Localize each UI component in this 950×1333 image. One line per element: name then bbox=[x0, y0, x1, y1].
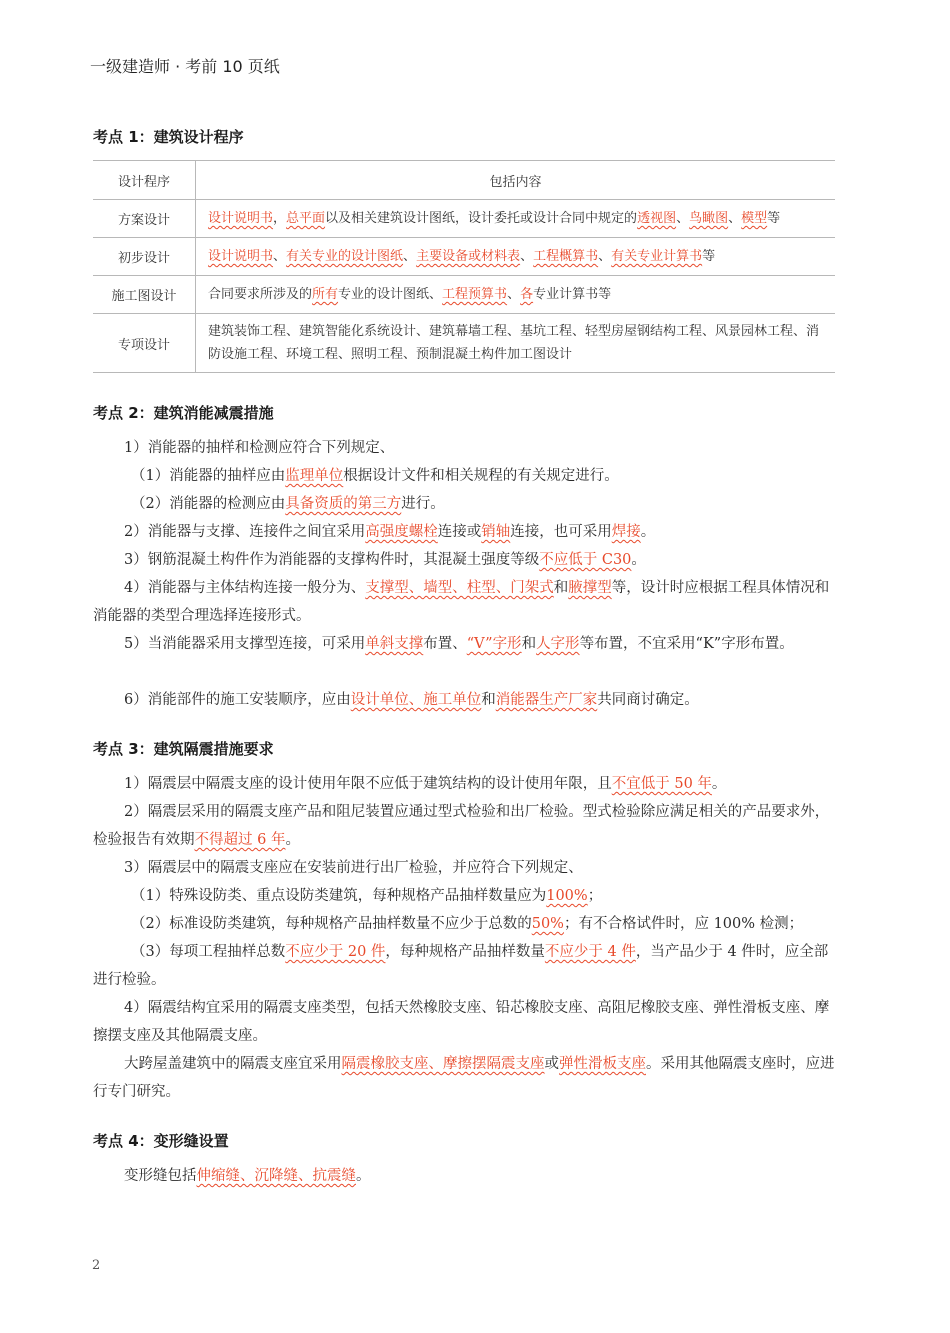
row-label: 方案设计 bbox=[93, 200, 196, 238]
text-segment: 。 bbox=[631, 552, 646, 568]
text-segment: 或 bbox=[544, 1056, 559, 1072]
text-segment: 、 bbox=[507, 287, 521, 302]
highlight-text: 销轴 bbox=[481, 524, 511, 540]
text-segment: 。 bbox=[285, 832, 300, 848]
text-segment: 。 bbox=[640, 524, 656, 540]
text-segment: （3）每项工程抽样总数 bbox=[131, 944, 286, 960]
table-header-row bbox=[93, 161, 835, 200]
paragraph bbox=[93, 686, 835, 714]
text-segment: 。采用其他隔震支座时，应进行专门研究。 bbox=[93, 1056, 835, 1100]
paragraph bbox=[93, 462, 835, 490]
row-content bbox=[196, 276, 836, 314]
paragraph bbox=[93, 770, 835, 798]
paragraph bbox=[93, 910, 835, 938]
highlight-text: 设计单位、施工单位 bbox=[350, 692, 482, 708]
highlight-text: 具备资质的第三方 bbox=[285, 496, 402, 512]
paragraph: 3）隔震层中的隔震支座应在安装前进行出厂检验，并应符合下列规定、 bbox=[124, 860, 583, 876]
highlight-text: 不应少于 20 件 bbox=[285, 944, 386, 960]
text-segment: ； bbox=[587, 888, 603, 904]
text-segment: 、 bbox=[728, 211, 742, 226]
text-segment: 3）钢筋混凝土构件作为消能器的支撑构件时，其混凝土强度等级 bbox=[124, 552, 540, 568]
highlight-text: 总平面 bbox=[286, 211, 326, 226]
highlight-text: 工程预算书 bbox=[442, 287, 508, 302]
text-segment: 合同要求所涉及的 bbox=[208, 287, 313, 302]
text-segment: ， bbox=[273, 211, 287, 226]
table-row bbox=[93, 238, 835, 276]
text-segment: 2）隔震层采用的隔震支座产品和阻尼装置应通过型式检验和出厂检验。型式检验除应满足相关的产品要求外，检验报告有效期 bbox=[93, 804, 830, 848]
text-segment: 以及相关建筑设计图纸，设计委托或设计合同中规定的 bbox=[325, 211, 638, 226]
text-segment: 。 bbox=[356, 1168, 371, 1184]
page-header: 一级建造师 · 考前 10 页纸 bbox=[90, 57, 280, 76]
text-segment: 和 bbox=[521, 636, 537, 652]
highlight-text: 人字形 bbox=[536, 636, 580, 652]
paragraph bbox=[93, 630, 835, 658]
text-segment: 、 bbox=[676, 211, 690, 226]
paragraph bbox=[93, 882, 835, 910]
row-label: 初步设计 bbox=[93, 238, 196, 276]
highlight-text: “V”字形 bbox=[466, 636, 522, 652]
highlight-text: 设计说明书 bbox=[208, 249, 274, 264]
highlight-text: 伸缩缝、沉降缝、抗震缝 bbox=[196, 1168, 356, 1184]
row-label: 施工图设计 bbox=[93, 276, 196, 314]
highlight-text: 不应少于 4 件 bbox=[544, 944, 636, 960]
text-segment: 等布置，不宜采用“K”字形布置。 bbox=[579, 636, 794, 652]
text-segment: 布置、 bbox=[423, 636, 467, 652]
text-segment: 根据设计文件和相关规程的有关规定进行。 bbox=[343, 468, 619, 484]
design-procedure-table bbox=[93, 160, 835, 373]
text-segment: 大跨屋盖建筑中的隔震支座宜采用 bbox=[124, 1056, 342, 1072]
section-1-title: 考点 1：建筑设计程序 bbox=[93, 128, 244, 146]
text-segment: ，每种规格产品抽样数量 bbox=[385, 944, 545, 960]
highlight-text: 监理单位 bbox=[285, 468, 344, 484]
row-content bbox=[196, 238, 836, 276]
paragraph: 4）隔震结构宜采用的隔震支座类型，包括天然橡胶支座、铅芯橡胶支座、高阻尼橡胶支座、弹性滑板支座、摩擦摆支座及其他隔震支座。 bbox=[93, 1000, 830, 1044]
row-label: 专项设计 bbox=[93, 314, 196, 373]
highlight-text: 不应低于 C30 bbox=[539, 552, 632, 568]
table-row bbox=[93, 276, 835, 314]
text-segment: 连接或 bbox=[437, 524, 482, 540]
text-segment: 等 bbox=[702, 249, 716, 264]
text-segment: ；有不合格试件时，应 100% 检测； bbox=[563, 916, 804, 932]
highlight-text: 有关专业计算书 bbox=[611, 249, 703, 264]
highlight-text: 鸟瞰图 bbox=[689, 211, 729, 226]
paragraph bbox=[93, 518, 835, 546]
highlight-text: 有关专业的设计图纸 bbox=[286, 249, 404, 264]
highlight-text: 不宜低于 50 年 bbox=[611, 776, 712, 792]
highlight-text: 工程概算书 bbox=[533, 249, 599, 264]
paragraph bbox=[93, 490, 835, 518]
highlight-text: 焊接 bbox=[611, 524, 641, 540]
paragraph bbox=[93, 938, 835, 994]
table-row bbox=[93, 314, 835, 373]
paragraph bbox=[93, 798, 835, 854]
highlight-text: 透视图 bbox=[637, 211, 677, 226]
text-segment: 、 bbox=[273, 249, 287, 264]
text-segment: 、 bbox=[598, 249, 612, 264]
table-header-procedure: 设计程序 bbox=[93, 161, 196, 200]
text-segment: 、 bbox=[403, 249, 417, 264]
row-content bbox=[196, 200, 836, 238]
text-segment: 4）消能器与主体结构连接一般分为、 bbox=[124, 580, 366, 596]
paragraph bbox=[93, 1162, 835, 1190]
highlight-text: 各 bbox=[520, 287, 534, 302]
text-segment: 2）消能器与支撑、连接件之间宜采用 bbox=[124, 524, 366, 540]
text-segment: ，当产品少于 4 件时，应全部进行检验。 bbox=[93, 944, 829, 988]
text-segment: 6）消能部件的施工安装顺序，应由 bbox=[124, 692, 351, 708]
text-segment: （1）特殊设防类、重点设防类建筑，每种规格产品抽样数量应为 bbox=[131, 888, 547, 904]
text-segment: 专业的设计图纸、 bbox=[338, 287, 443, 302]
text-segment: 专业计算书等 bbox=[533, 287, 612, 302]
highlight-text: 模型 bbox=[741, 211, 768, 226]
highlight-text: 腋撑型 bbox=[568, 580, 612, 596]
text-segment: 等，设计时应根据工程具体情况和消能器的类型合理选择连接形式。 bbox=[93, 580, 830, 624]
highlight-text: 弹性滑板支座 bbox=[559, 1056, 646, 1072]
text-segment: 1）隔震层中隔震支座的设计使用年限不应低于建筑结构的设计使用年限，且 bbox=[124, 776, 612, 792]
text-segment: 、 bbox=[520, 249, 534, 264]
highlight-text: 消能器生产厂家 bbox=[495, 692, 598, 708]
text-segment: （1）消能器的抽样应由 bbox=[131, 468, 286, 484]
row-content: 建筑装饰工程、建筑智能化系统设计、建筑幕墙工程、基坑工程、轻型房屋钢结构工程、风景园林工程、消防设施工程、环境工程、照明工程、预制混凝土构件加工图设计 bbox=[196, 314, 836, 373]
text-segment: （2）标准设防类建筑，每种规格产品抽样数量不应少于总数的 bbox=[131, 916, 532, 932]
paragraph bbox=[93, 1050, 835, 1106]
paragraph bbox=[93, 574, 835, 630]
text-segment: 5）当消能器采用支撑型连接，可采用 bbox=[124, 636, 366, 652]
paragraph bbox=[93, 546, 835, 574]
highlight-text: 不得超过 6 年 bbox=[194, 832, 286, 848]
text-segment: 。 bbox=[711, 776, 727, 792]
highlight-text: 设计说明书 bbox=[208, 211, 274, 226]
highlight-text: 支撑型、墙型、柱型、门架式 bbox=[365, 580, 554, 596]
highlight-text: 隔震橡胶支座、摩擦摆隔震支座 bbox=[341, 1056, 545, 1072]
section-3-title: 考点 3：建筑隔震措施要求 bbox=[93, 740, 274, 758]
highlight-text: 主要设备或材料表 bbox=[416, 249, 521, 264]
section-4-title: 考点 4：变形缝设置 bbox=[93, 1132, 229, 1150]
text-segment: 共同商讨确定。 bbox=[597, 692, 699, 708]
page-number: 2 bbox=[92, 1258, 101, 1273]
text-segment: 等 bbox=[767, 211, 781, 226]
text-segment: 变形缝包括 bbox=[124, 1168, 197, 1184]
text-segment: 连接，也可采用 bbox=[510, 524, 612, 540]
section-2-title: 考点 2：建筑消能减震措施 bbox=[93, 404, 274, 422]
table-header-content: 包括内容 bbox=[196, 161, 836, 200]
highlight-text: 高强度螺栓 bbox=[365, 524, 438, 540]
text-segment: 和 bbox=[553, 580, 569, 596]
text-segment: 进行。 bbox=[401, 496, 445, 512]
text-segment: 和 bbox=[481, 692, 496, 708]
highlight-text: 所有 bbox=[312, 287, 339, 302]
text-segment: （2）消能器的检测应由 bbox=[131, 496, 286, 512]
highlight-text: 100% bbox=[546, 888, 588, 904]
highlight-text: 单斜支撑 bbox=[365, 636, 424, 652]
table-row bbox=[93, 200, 835, 238]
paragraph: 1）消能器的抽样和检测应符合下列规定、 bbox=[124, 440, 395, 456]
highlight-text: 50% bbox=[531, 916, 564, 932]
